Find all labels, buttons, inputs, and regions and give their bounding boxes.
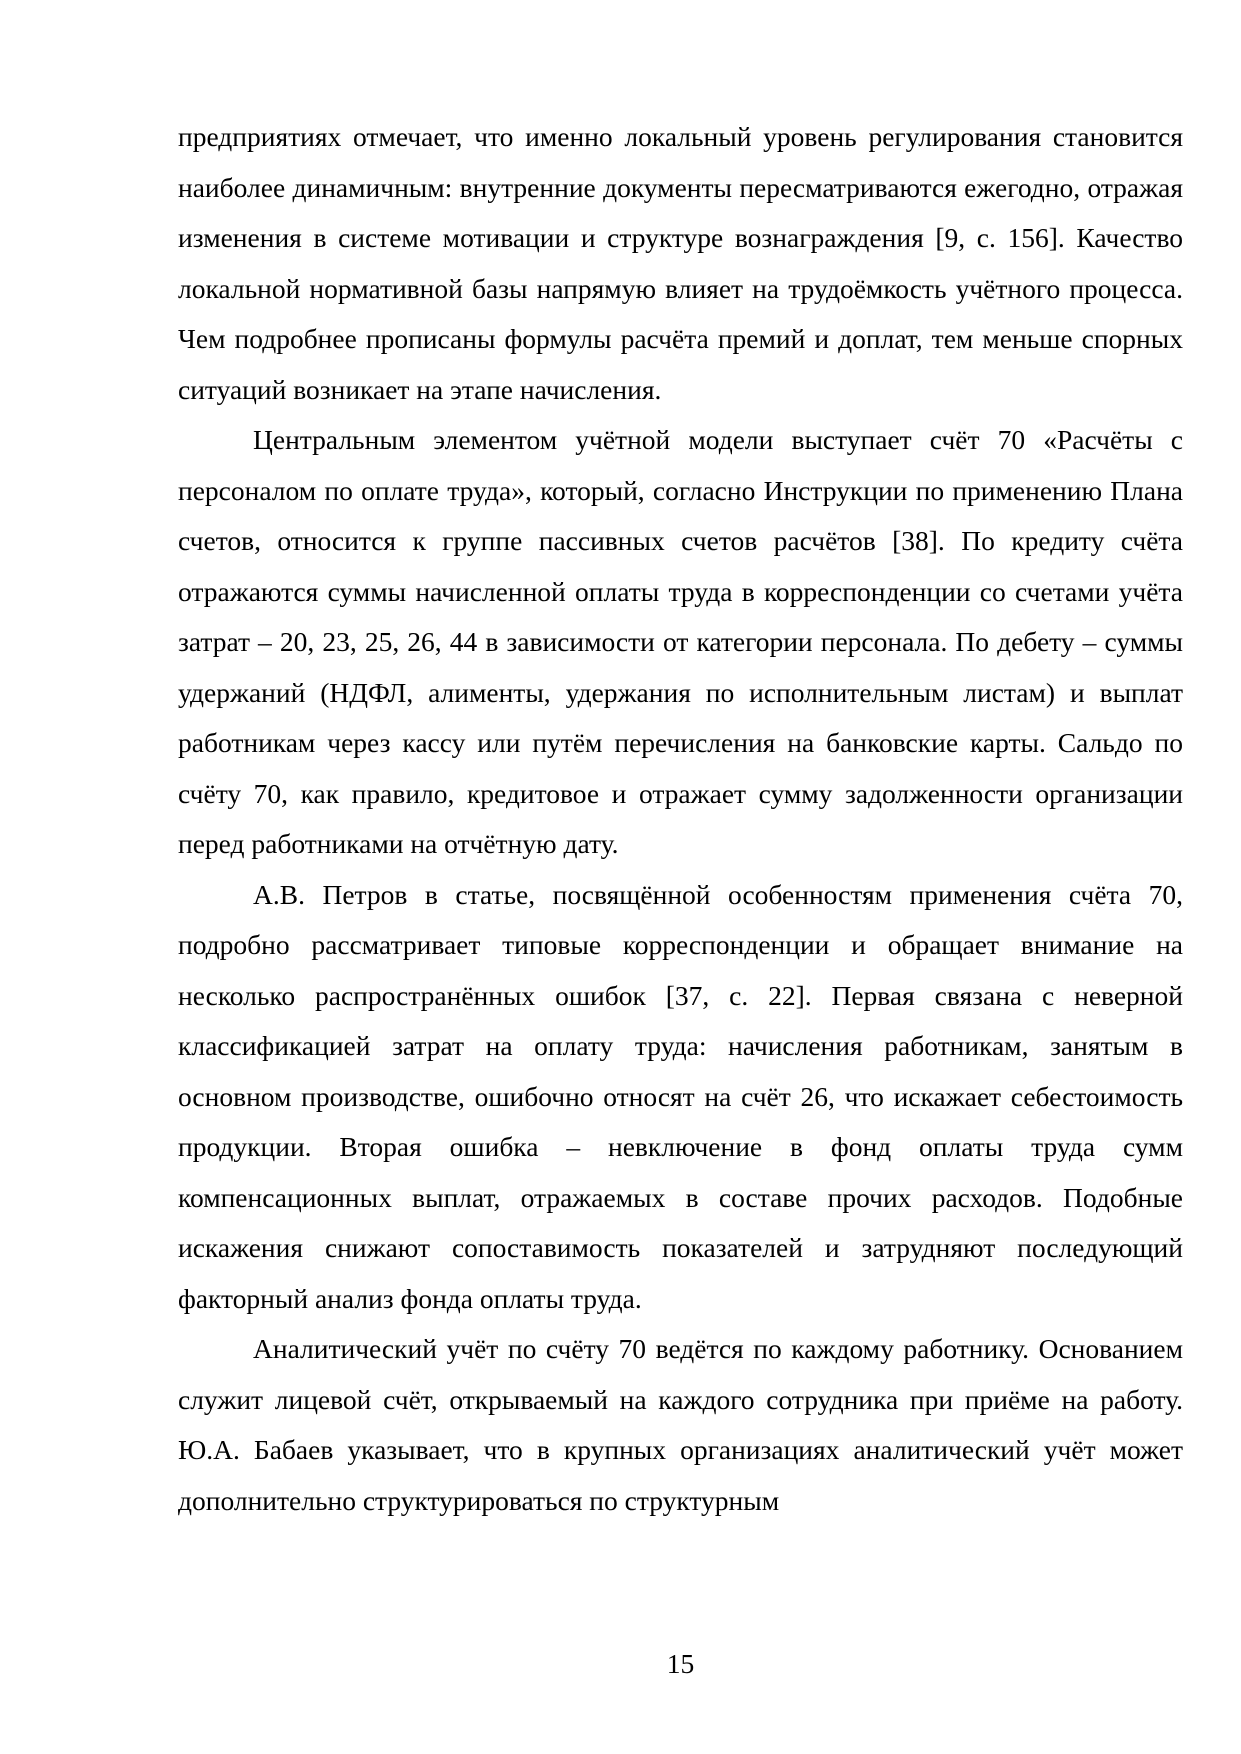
paragraph-3: А.В. Петров в статье, посвящённой особенностям применения счёта 70, подробно рассматривает типовые корреспонденции и обращает внимание на несколько распространённых ошибок [37, с. 22]. Первая связана с неверной классификацией затрат на оплату труда: начисления работникам, занятым в основном производстве, ошибочно относят на счёт 26, что искажает себестоимость продукции. Вторая ошибка – невключение в фонд оплаты труда сумм компенсационных выплат, отражаемых в составе прочих расходов. Подобные искажения снижают сопоставимость показателей и затрудняют последующий факторный анализ фонда оплаты труда.	[178, 878, 1183, 1314]
body-text	[178, 112, 1183, 1526]
paragraph-4: Аналитический учёт по счёту 70 ведётся по каждому работнику. Основанием служит лицевой счёт, открываемый на каждого сотрудника при приёме на работу. Ю.А. Бабаев указывает, что в крупных организациях аналитический учёт может дополнительно структурироваться по структурным	[178, 1333, 1183, 1516]
page-number: 15	[666, 1648, 695, 1679]
paragraph-1: предприятиях отмечает, что именно локальный уровень регулирования становится наиболее динамичным: внутренние документы пересматриваются ежегодно, отражая изменения в системе мотивации и структуре вознаграждения [9, с. 156]. Качество локальной нормативной базы напрямую влияет на трудоёмкость учётного процесса. Чем подробнее прописаны формулы расчёта премий и доплат, тем меньше спорных ситуаций возникает на этапе начисления.	[178, 121, 1183, 405]
paragraph-2: Центральным элементом учётной модели выступает счёт 70 «Расчёты с персоналом по оплате труда», который, согласно Инструкции по применению Плана счетов, относится к группе пассивных счетов расчётов [38]. По кредиту счёта отражаются суммы начисленной оплаты труда в корреспонденции со счетами учёта затрат – 20, 23, 25, 26, 44 в зависимости от категории персонала. По дебету – суммы удержаний (НДФЛ, алименты, удержания по исполнительным листам) и выплат работникам через кассу или путём перечисления на банковские карты. Сальдо по счёту 70, как правило, кредитовое и отражает сумму задолженности организации перед работниками на отчётную дату.	[178, 424, 1183, 859]
